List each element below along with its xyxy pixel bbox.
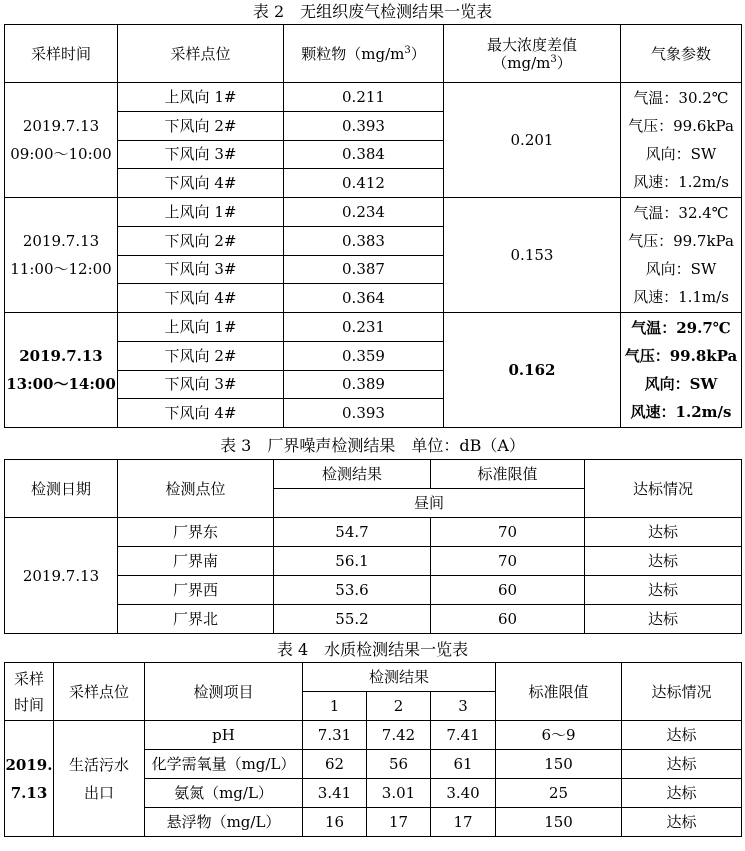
header-weather: 气象参数 [621, 25, 742, 83]
header-sample-time: 采样 时间 [5, 663, 54, 721]
sampling-point: 下风向 4# [118, 399, 284, 428]
table3 [4, 459, 742, 634]
water-limit: 150 [496, 750, 622, 779]
sampling-point: 下风向 4# [118, 284, 284, 313]
header-daytime: 昼间 [274, 489, 585, 518]
max-diff-value: 0.201 [444, 83, 621, 198]
noise-status: 达标 [585, 547, 742, 576]
weather-params: 气温：32.4℃ 气压：99.7kPa 风向：SW 风速：1.1m/s [621, 198, 742, 313]
sampling-point: 上风向 1# [118, 198, 284, 227]
particulate-value: 0.393 [284, 399, 444, 428]
water-status: 达标 [622, 721, 742, 750]
table4 [4, 662, 742, 837]
header-detection-date: 检测日期 [5, 460, 118, 518]
test-result-3: 17 [431, 808, 496, 837]
sampling-time-cell: 2019.7.13 13:00～14:00 [5, 313, 118, 428]
noise-point: 厂界北 [118, 605, 274, 634]
test-result-1: 62 [303, 750, 367, 779]
particulate-value: 0.389 [284, 370, 444, 399]
noise-point: 厂界西 [118, 576, 274, 605]
weather-params: 气温：30.2℃ 气压：99.6kPa 风向：SW 风速：1.2m/s [621, 83, 742, 198]
particulate-value: 0.387 [284, 255, 444, 284]
header-detection-point: 检测点位 [118, 460, 274, 518]
sampling-point: 下风向 2# [118, 226, 284, 255]
sampling-point: 上风向 1# [118, 83, 284, 112]
header-result-2: 2 [367, 692, 431, 721]
particulate-value: 0.412 [284, 169, 444, 198]
test-result-2: 7.42 [367, 721, 431, 750]
test-item: 化学需氧量（mg/L） [145, 750, 303, 779]
particulate-value: 0.364 [284, 284, 444, 313]
header-sample-point: 采样点位 [54, 663, 145, 721]
header-test-item: 检测项目 [145, 663, 303, 721]
noise-limit: 70 [431, 547, 585, 576]
header-standard-limit: 标准限值 [431, 460, 585, 489]
test-item: 氨氮（mg/L） [145, 779, 303, 808]
detection-date-cell: 2019.7.13 [5, 518, 118, 634]
table2-caption: 表 2 无组织废气检测结果一览表 [252, 2, 493, 21]
sample-point-cell: 生活污水 出口 [54, 721, 145, 837]
test-result-2: 56 [367, 750, 431, 779]
noise-point: 厂界南 [118, 547, 274, 576]
noise-status: 达标 [585, 605, 742, 634]
noise-result: 53.6 [274, 576, 431, 605]
header-compliance: 达标情况 [585, 460, 742, 518]
sampling-point: 下风向 3# [118, 370, 284, 399]
noise-status: 达标 [585, 576, 742, 605]
noise-point: 厂界东 [118, 518, 274, 547]
particulate-value: 0.359 [284, 341, 444, 370]
test-result-3: 61 [431, 750, 496, 779]
noise-result: 54.7 [274, 518, 431, 547]
header-standard-limit: 标准限值 [496, 663, 622, 721]
sampling-time-cell: 2019.7.13 11:00～12:00 [5, 198, 118, 313]
sampling-point: 下风向 3# [118, 140, 284, 169]
header-test-result: 检测结果 [303, 663, 496, 692]
particulate-value: 0.231 [284, 313, 444, 342]
water-limit: 150 [496, 808, 622, 837]
water-status: 达标 [622, 779, 742, 808]
noise-limit: 60 [431, 605, 585, 634]
test-item: pH [145, 721, 303, 750]
particulate-value: 0.384 [284, 140, 444, 169]
noise-limit: 70 [431, 518, 585, 547]
noise-limit: 60 [431, 576, 585, 605]
test-result-2: 3.01 [367, 779, 431, 808]
sampling-point: 下风向 3# [118, 255, 284, 284]
test-result-1: 7.31 [303, 721, 367, 750]
sampling-point: 下风向 4# [118, 169, 284, 198]
particulate-value: 0.211 [284, 83, 444, 112]
test-result-2: 17 [367, 808, 431, 837]
table2 [4, 24, 742, 428]
table3-caption: 表 3 厂界噪声检测结果 单位：dB（A） [220, 436, 525, 455]
header-detection-result: 检测结果 [274, 460, 431, 489]
water-status: 达标 [622, 750, 742, 779]
max-diff-value: 0.153 [444, 198, 621, 313]
test-item: 悬浮物（mg/L） [145, 808, 303, 837]
sampling-time-cell: 2019.7.13 09:00～10:00 [5, 83, 118, 198]
noise-result: 56.1 [274, 547, 431, 576]
sampling-point: 下风向 2# [118, 111, 284, 140]
test-result-1: 3.41 [303, 779, 367, 808]
test-result-3: 7.41 [431, 721, 496, 750]
test-result-3: 3.40 [431, 779, 496, 808]
header-result-1: 1 [303, 692, 367, 721]
weather-params: 气温：29.7℃ 气压：99.8kPa 风向：SW 风速：1.2m/s [621, 313, 742, 428]
particulate-value: 0.383 [284, 226, 444, 255]
header-max-diff: 最大浓度差值 $(mg/m^3)$ [444, 25, 621, 83]
water-status: 达标 [622, 808, 742, 837]
table4-caption: 表 4 水质检测结果一览表 [276, 640, 469, 659]
sampling-point: 下风向 2# [118, 341, 284, 370]
header-result-3: 3 [431, 692, 496, 721]
noise-status: 达标 [585, 518, 742, 547]
particulate-value: 0.234 [284, 198, 444, 227]
header-sampling-point: 采样点位 [118, 25, 284, 83]
sample-date-cell: 2019. 7.13 [5, 721, 54, 837]
sampling-point: 上风向 1# [118, 313, 284, 342]
header-sampling-time: 采样时间 [5, 25, 118, 83]
header-compliance: 达标情况 [622, 663, 742, 721]
water-limit: 6～9 [496, 721, 622, 750]
noise-result: 55.2 [274, 605, 431, 634]
test-result-1: 16 [303, 808, 367, 837]
max-diff-value: 0.162 [444, 313, 621, 428]
particulate-value: 0.393 [284, 111, 444, 140]
water-limit: 25 [496, 779, 622, 808]
header-particulate: 颗粒物$(mg/m^3)$ [284, 25, 444, 83]
